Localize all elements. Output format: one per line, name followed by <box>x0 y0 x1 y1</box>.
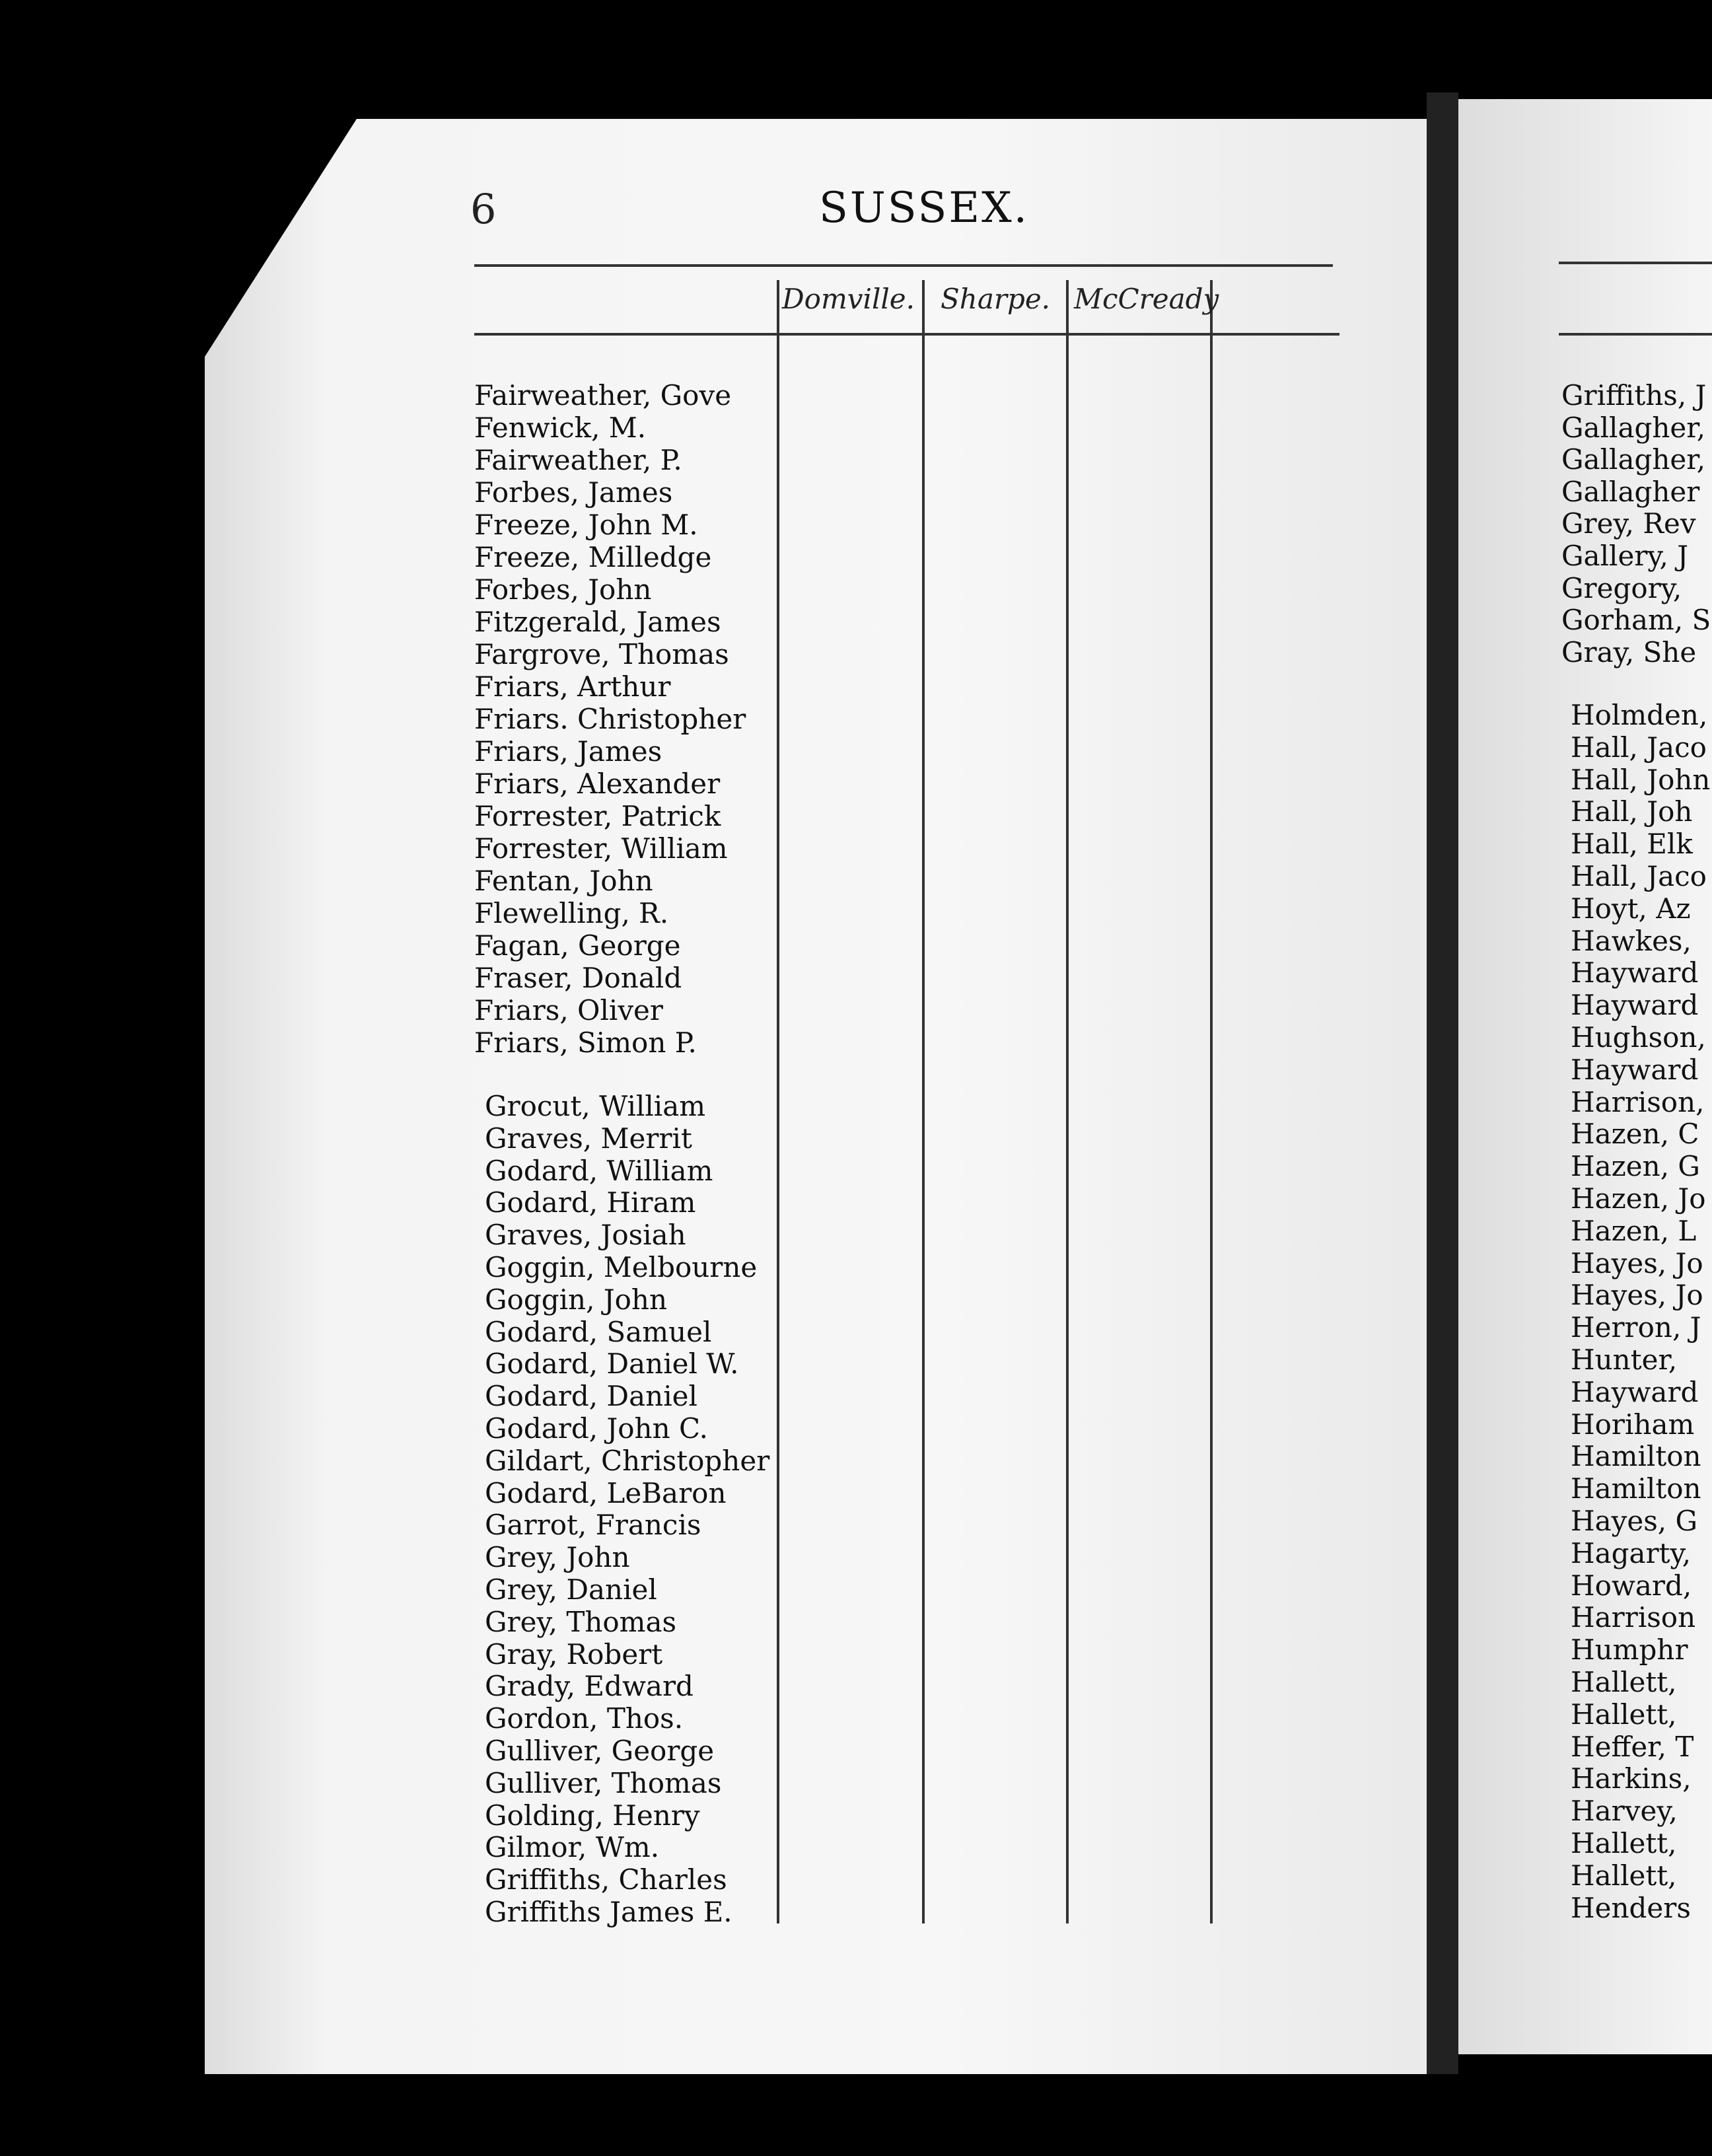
page-title: SUSSEX. <box>819 184 1029 233</box>
name-entry: Herron, J <box>1571 1311 1701 1344</box>
name-entry: Harvey, <box>1571 1795 1678 1828</box>
right-header-rule <box>1559 333 1712 336</box>
column-divider-4 <box>1210 280 1213 1923</box>
top-rule <box>474 264 1333 267</box>
name-entry: Forrester, William <box>474 832 728 865</box>
name-entry: Hazen, C <box>1571 1118 1699 1151</box>
name-entry: Goggin, Melbourne <box>485 1251 758 1283</box>
column-header-sharpe: Sharpe. <box>941 283 1051 315</box>
column-divider-3 <box>1066 280 1069 1923</box>
name-entry: Gulliver, Thomas <box>485 1766 722 1799</box>
name-entry: Godard, Samuel <box>485 1315 712 1348</box>
name-entry: Gallery, J <box>1561 540 1689 572</box>
name-entry: Grey, Daniel <box>485 1573 657 1606</box>
name-entry: Hallett, <box>1571 1859 1677 1892</box>
name-entry: Hallett, <box>1571 1698 1677 1731</box>
name-entry: Gildart, Christopher <box>485 1444 770 1477</box>
name-entry: Gorham, S <box>1561 604 1711 637</box>
name-entry: Hamilton <box>1571 1472 1701 1505</box>
name-entry: Gulliver, George <box>485 1735 715 1767</box>
name-entry: Harrison <box>1571 1601 1696 1634</box>
name-entry: Holmden, <box>1571 699 1708 731</box>
name-entry: Hayes, Jo <box>1571 1246 1703 1279</box>
name-entry: Hazen, G <box>1571 1150 1700 1183</box>
name-entry: Howard, <box>1571 1569 1692 1602</box>
name-entry: Hayward <box>1571 1375 1699 1408</box>
name-entry: Harrison, <box>1571 1085 1705 1118</box>
name-entry: Freeze, John M. <box>474 509 698 541</box>
name-entry: Hallett, <box>1571 1666 1677 1698</box>
name-entry: Friars, Arthur <box>474 670 671 703</box>
name-entry: Horiham <box>1571 1408 1695 1441</box>
name-entry: Gallagher <box>1561 475 1700 508</box>
name-entry: Fargrove, Thomas <box>474 638 729 670</box>
name-entry: Hazen, L <box>1571 1214 1697 1247</box>
name-entry: Hoyt, Az <box>1571 892 1691 925</box>
name-entry: Golding, Henry <box>485 1799 700 1832</box>
name-entry: Grocut, William <box>485 1090 706 1122</box>
name-entry: Hamilton <box>1571 1440 1701 1473</box>
name-entry: Hayes, Jo <box>1571 1279 1703 1312</box>
name-entry: Gray, Robert <box>485 1637 663 1671</box>
name-entry: Forrester, Patrick <box>474 800 721 832</box>
name-entry: Hughson, <box>1571 1021 1706 1054</box>
name-entry: Fentan, John <box>474 865 653 897</box>
name-entry: Hagarty, <box>1571 1536 1692 1569</box>
name-entry: Forbes, John <box>474 573 652 606</box>
left-page <box>205 119 1446 2074</box>
name-entry: Griffiths, J <box>1561 379 1707 412</box>
name-entry: Griffiths James E. <box>485 1896 732 1928</box>
name-entry: Gordon, Thos. <box>485 1702 684 1735</box>
book-gutter <box>1427 92 1458 2074</box>
name-entry: Friars. Christopher <box>474 703 746 735</box>
name-entry: Flewelling, R. <box>474 897 669 929</box>
name-entry: Friars, James <box>474 735 662 768</box>
name-entry: Hall, Jaco <box>1571 731 1707 764</box>
name-entry: Fitzgerald, James <box>474 606 721 638</box>
name-entry: Hayes, G <box>1571 1505 1698 1537</box>
right-top-rule <box>1559 262 1712 264</box>
name-entry: Gilmor, Wm. <box>485 1831 660 1864</box>
name-entry: Griffiths, Charles <box>485 1863 727 1896</box>
name-entry: Godard, LeBaron <box>485 1476 727 1509</box>
name-entry: Fagan, George <box>474 929 681 962</box>
name-entry: Grey, John <box>485 1541 630 1574</box>
name-entry: Graves, Josiah <box>485 1219 686 1252</box>
name-entry: Hall, Joh <box>1571 795 1693 828</box>
column-divider-2 <box>922 280 925 1923</box>
name-entry: Freeze, Milledge <box>474 541 712 573</box>
name-entry: Goggin, John <box>485 1283 668 1316</box>
name-entry: Grey, Thomas <box>485 1605 677 1638</box>
name-entry: Hayward <box>1571 989 1699 1022</box>
name-entry: Hallett, <box>1571 1827 1677 1859</box>
name-entry: Heffer, T <box>1571 1730 1694 1763</box>
name-entry: Henders <box>1571 1891 1691 1924</box>
name-entry: Hall, John <box>1571 763 1711 796</box>
name-entry: Friars, Simon P. <box>474 1026 697 1059</box>
name-entry: Gray, She <box>1561 635 1697 668</box>
name-entry: Graves, Merrit <box>485 1122 692 1155</box>
name-entry: Hall, Jaco <box>1571 860 1707 892</box>
column-divider-1 <box>777 280 779 1923</box>
name-entry: Humphr <box>1571 1634 1688 1667</box>
name-entry: Godard, Hiram <box>485 1186 696 1219</box>
name-entry: Hawkes, <box>1571 924 1692 957</box>
name-entry: Godard, Daniel <box>485 1380 697 1413</box>
column-header-mccready: McCready <box>1074 283 1219 315</box>
name-entry: Forbes, James <box>474 476 673 509</box>
column-header-domville: Domville. <box>782 283 915 315</box>
name-entry: Garrot, Francis <box>485 1509 701 1542</box>
name-entry: Harkins, <box>1571 1762 1692 1795</box>
page-number: 6 <box>470 185 497 233</box>
name-entry: Friars, Alexander <box>474 768 721 800</box>
name-entry: Fairweather, P. <box>474 444 682 476</box>
name-entry: Gregory, <box>1561 571 1682 604</box>
name-entry: Godard, John C. <box>485 1412 708 1445</box>
name-entry: Hunter, <box>1571 1344 1678 1376</box>
name-entry: Godard, Daniel W. <box>485 1348 739 1381</box>
name-entry: Gallagher, <box>1561 411 1706 444</box>
name-entry: Grey, Rev <box>1561 507 1696 540</box>
name-entry: Grady, Edward <box>485 1670 694 1703</box>
name-entry: Hall, Elk <box>1571 828 1693 861</box>
name-entry: Hayward <box>1571 956 1699 989</box>
name-entry: Fairweather, Gove <box>474 379 732 412</box>
name-entry: Fraser, Donald <box>474 962 682 994</box>
name-entry: Hayward <box>1571 1053 1699 1086</box>
name-entry: Fenwick, M. <box>474 412 647 444</box>
name-entry: Hazen, Jo <box>1571 1182 1706 1215</box>
name-entry: Friars, Oliver <box>474 994 663 1026</box>
name-entry: Gallagher, <box>1561 443 1706 476</box>
name-entry: Godard, William <box>485 1154 713 1187</box>
